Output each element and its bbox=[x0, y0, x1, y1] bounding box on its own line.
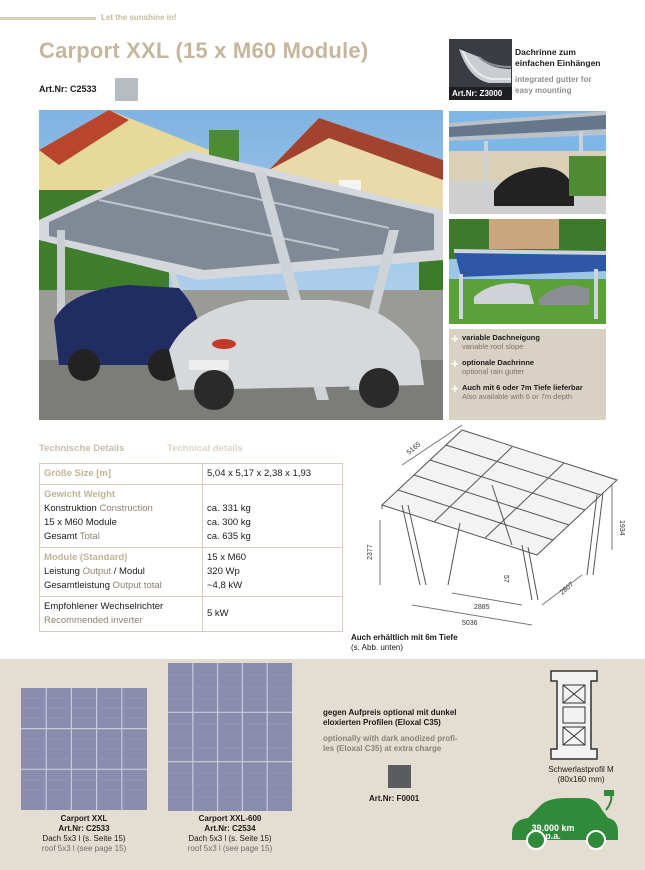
module-value: 15 x M60 bbox=[207, 552, 247, 563]
dim-top: 5165 bbox=[405, 441, 423, 457]
module-head-de: Module bbox=[44, 552, 78, 563]
carport-xxl-art: Art.Nr: C2533 bbox=[58, 824, 110, 833]
spec-row-inverter bbox=[40, 597, 343, 632]
page-title: Carport XXL (15 x M60 Module) bbox=[39, 38, 369, 63]
carport-xxl600-art: Art.Nr: C2534 bbox=[204, 824, 256, 833]
size-label-en: Size [m] bbox=[74, 468, 112, 479]
dim-left: 2377 bbox=[367, 544, 374, 560]
module-head-en: (Standard) bbox=[79, 552, 128, 563]
carport-xxl600-name: Carport XXL-600 bbox=[198, 814, 262, 823]
feature-item bbox=[451, 333, 602, 351]
output-de: Leistung bbox=[44, 566, 80, 577]
profile-size: (80x160 mm) bbox=[557, 775, 605, 784]
dim-right: 1934 bbox=[618, 520, 625, 536]
anodized-de-line1: gegen Aufpreis optional mit dunkel bbox=[323, 708, 457, 717]
carport-xxl600-caption bbox=[160, 814, 300, 854]
total-output-value: ~4,8 kW bbox=[207, 580, 243, 591]
feature-en: variable roof slope bbox=[462, 342, 524, 351]
output-sep: / Modul bbox=[113, 566, 145, 577]
tagline: Let the sunshine in! bbox=[101, 13, 177, 22]
anodized-text-de bbox=[323, 708, 523, 728]
tech-heading-de: Technische Details bbox=[39, 443, 125, 454]
modules-value: ca. 300 kg bbox=[207, 517, 251, 528]
electric-car-icon bbox=[506, 790, 626, 854]
gutter-title-de-line2: einfachen Einhängen bbox=[515, 58, 601, 68]
output-value: 320 Wp bbox=[207, 566, 240, 577]
feature-en: optional rain gutter bbox=[462, 367, 525, 376]
spec-row-size bbox=[40, 464, 343, 485]
car-badge bbox=[528, 824, 578, 840]
car-km: 39.000 km bbox=[531, 823, 575, 833]
inverter-de: Empfohlener Wechselrichter bbox=[44, 601, 164, 612]
dim-depth: 2807 bbox=[558, 581, 576, 597]
spec-table bbox=[39, 463, 343, 632]
dim-small: 57 bbox=[502, 575, 509, 583]
carport-side-photo-1 bbox=[449, 111, 606, 214]
anodized-de-line2: eloxierten Profilen (Eloxal C35) bbox=[323, 718, 441, 727]
plus-icon: + bbox=[451, 331, 459, 346]
inverter-value: 5 kW bbox=[203, 597, 343, 632]
spec-row-module bbox=[40, 548, 343, 597]
carport-xxl-name: Carport XXL bbox=[60, 814, 108, 823]
color-swatch-dark bbox=[388, 765, 411, 788]
total-output-en: Output total bbox=[112, 580, 162, 591]
output-en: Output bbox=[82, 566, 112, 577]
gutter-title-en bbox=[515, 74, 625, 96]
header-rule bbox=[0, 17, 96, 20]
feature-item bbox=[451, 358, 602, 376]
feature-item bbox=[451, 383, 602, 401]
feature-de: Auch mit 6 oder 7m Tiefe lieferbar bbox=[462, 383, 583, 392]
feature-de: optionale Dachrinne bbox=[462, 358, 535, 367]
gutter-title-en-line2: easy mounting bbox=[515, 86, 572, 95]
drawing-caption bbox=[351, 633, 458, 653]
total-output-de: Gesamtleistung bbox=[44, 580, 111, 591]
gutter-title-de-line1: Dachrinne zum bbox=[515, 47, 576, 57]
carport-main-photo bbox=[39, 110, 443, 420]
solar-panel-xxl bbox=[21, 688, 147, 810]
technical-drawing bbox=[352, 425, 632, 635]
total-en: Total bbox=[79, 531, 100, 542]
plus-icon: + bbox=[451, 356, 459, 371]
weight-head-en: Weight bbox=[83, 489, 116, 500]
solar-panel-xxl-600 bbox=[168, 663, 292, 811]
size-label-de: Größe bbox=[44, 468, 72, 479]
anodized-article-number: Art.Nr: F0001 bbox=[369, 794, 420, 803]
profile-caption bbox=[536, 765, 626, 785]
anodized-en-line1: optionally with dark anodized profi- bbox=[323, 734, 458, 743]
carport-xxl-roof-en: roof 5x3 l (see page 15) bbox=[41, 844, 127, 853]
construction-value: ca. 331 kg bbox=[207, 503, 251, 514]
anodized-en-line2: les (Eloxal C35) at extra charge bbox=[323, 744, 442, 753]
gutter-article-number: Art.Nr: Z3000 bbox=[449, 87, 512, 100]
feature-de: variable Dachneigung bbox=[462, 333, 540, 342]
gutter-image bbox=[449, 39, 512, 100]
carport-xxl600-roof-de: Dach 5x3 l (s. Seite 15) bbox=[188, 834, 272, 843]
feature-en: Also available with 6 or 7m depth bbox=[462, 392, 573, 401]
carport-xxl-roof-de: Dach 5x3 l (s. Seite 15) bbox=[42, 834, 126, 843]
carport-xxl-caption bbox=[14, 814, 154, 854]
gutter-title-de bbox=[515, 47, 625, 69]
size-value: 5,04 x 5,17 x 2,38 x 1,93 bbox=[203, 464, 343, 485]
construction-de: Konstruktion bbox=[44, 503, 97, 514]
weight-head-de: Gewicht bbox=[44, 489, 81, 500]
total-de: Gesamt bbox=[44, 531, 78, 542]
drawing-caption-line2: (s. Abb. unten) bbox=[351, 643, 404, 652]
car-pa: p.a. bbox=[545, 831, 561, 841]
anodized-text-en bbox=[323, 734, 513, 754]
profile-name: Schwerlastprofil M bbox=[548, 765, 614, 774]
gutter-title-en-line1: integrated gutter for bbox=[515, 75, 592, 84]
carport-xxl600-roof-en: roof 5x3 l (see page 15) bbox=[187, 844, 273, 853]
carport-side-photo-2 bbox=[449, 219, 606, 324]
color-swatch-silver bbox=[115, 78, 138, 101]
tech-heading-en: Technical details bbox=[167, 443, 243, 454]
spec-row-weight bbox=[40, 485, 343, 548]
inverter-en: Recommended inverter bbox=[44, 615, 143, 626]
feature-box bbox=[449, 329, 606, 420]
modules-label: 15 x M60 Module bbox=[44, 517, 117, 528]
total-value: ca. 635 kg bbox=[207, 531, 251, 542]
dim-inner: 2885 bbox=[474, 604, 490, 611]
article-number: Art.Nr: C2533 bbox=[39, 84, 97, 94]
plus-icon: + bbox=[451, 381, 459, 396]
dim-bottom: 5036 bbox=[462, 620, 478, 627]
heavy-profile-icon bbox=[549, 669, 599, 761]
drawing-caption-line1: Auch erhältlich mit 6m Tiefe bbox=[351, 633, 458, 642]
construction-en: Construction bbox=[99, 503, 153, 514]
